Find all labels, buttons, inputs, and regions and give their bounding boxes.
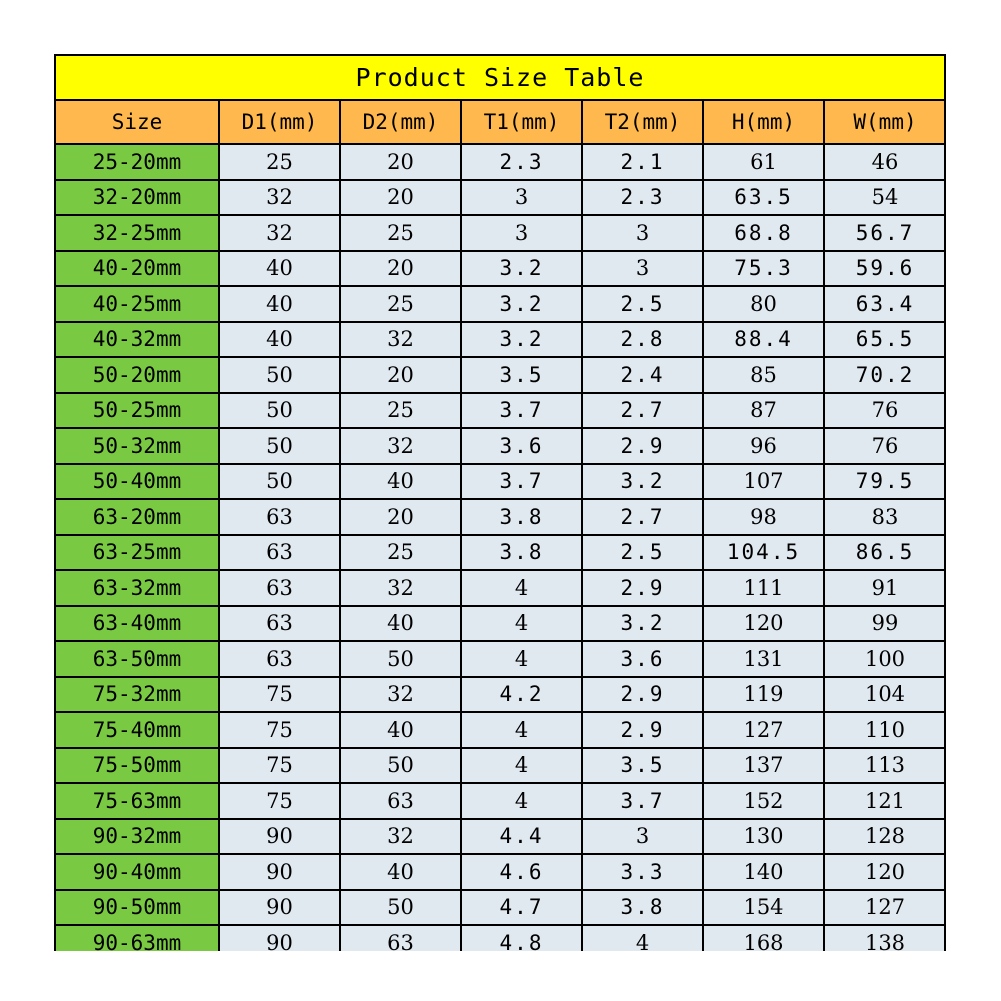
cell-h: 88.4 <box>703 322 824 358</box>
cell-size: 75-40mm <box>56 712 219 748</box>
header-d2: D2(mm) <box>340 101 461 144</box>
table-body <box>56 144 945 951</box>
cell-size: 63-32mm <box>56 570 219 606</box>
cell-d1: 90 <box>219 890 340 926</box>
cell-t2: 3.8 <box>582 890 703 926</box>
cell-t1: 2.3 <box>461 144 582 180</box>
cell-d1: 90 <box>219 854 340 890</box>
cell-d2: 40 <box>340 854 461 890</box>
cell-h: 154 <box>703 890 824 926</box>
cell-d1: 50 <box>219 464 340 500</box>
cell-d1: 63 <box>219 499 340 535</box>
cell-t2: 3 <box>582 215 703 251</box>
cell-t1: 4.8 <box>461 925 582 951</box>
table-row <box>56 286 945 322</box>
cell-d1: 75 <box>219 712 340 748</box>
cell-w: 99 <box>824 606 945 642</box>
cell-size: 25-20mm <box>56 144 219 180</box>
cell-size: 90-50mm <box>56 890 219 926</box>
table-row <box>56 251 945 287</box>
cell-d2: 25 <box>340 286 461 322</box>
cell-t2: 2.5 <box>582 535 703 571</box>
cell-w: 91 <box>824 570 945 606</box>
cell-t1: 4 <box>461 606 582 642</box>
cell-d1: 50 <box>219 428 340 464</box>
cell-h: 63.5 <box>703 180 824 216</box>
cell-size: 32-20mm <box>56 180 219 216</box>
cell-h: 137 <box>703 748 824 784</box>
size-table-grid <box>56 101 945 951</box>
table-row <box>56 570 945 606</box>
cell-w: 138 <box>824 925 945 951</box>
cell-t1: 3.7 <box>461 464 582 500</box>
cell-d2: 32 <box>340 322 461 358</box>
cell-d2: 25 <box>340 535 461 571</box>
cell-w: 110 <box>824 712 945 748</box>
header-w: W(mm) <box>824 101 945 144</box>
cell-w: 79.5 <box>824 464 945 500</box>
table-row <box>56 641 945 677</box>
cell-h: 140 <box>703 854 824 890</box>
cell-t2: 4 <box>582 925 703 951</box>
cell-d1: 63 <box>219 570 340 606</box>
cell-d2: 20 <box>340 357 461 393</box>
cell-size: 40-20mm <box>56 251 219 287</box>
cell-t2: 3.5 <box>582 748 703 784</box>
cell-w: 120 <box>824 854 945 890</box>
cell-d1: 63 <box>219 606 340 642</box>
cell-t2: 3.3 <box>582 854 703 890</box>
cell-t2: 3.6 <box>582 641 703 677</box>
cell-d1: 25 <box>219 144 340 180</box>
cell-size: 75-63mm <box>56 783 219 819</box>
cell-h: 96 <box>703 428 824 464</box>
header-size: Size <box>56 101 219 144</box>
cell-size: 50-25mm <box>56 393 219 429</box>
cell-t1: 3.2 <box>461 322 582 358</box>
table-row <box>56 606 945 642</box>
cell-d2: 20 <box>340 180 461 216</box>
cell-d2: 40 <box>340 464 461 500</box>
cell-w: 70.2 <box>824 357 945 393</box>
cell-t2: 3.2 <box>582 606 703 642</box>
cell-w: 104 <box>824 677 945 713</box>
cell-h: 61 <box>703 144 824 180</box>
cell-d2: 63 <box>340 925 461 951</box>
cell-h: 98 <box>703 499 824 535</box>
cell-size: 50-40mm <box>56 464 219 500</box>
cell-size: 50-32mm <box>56 428 219 464</box>
cell-t2: 2.5 <box>582 286 703 322</box>
cell-size: 63-25mm <box>56 535 219 571</box>
cell-t1: 3.6 <box>461 428 582 464</box>
cell-t2: 2.3 <box>582 180 703 216</box>
cell-size: 90-63mm <box>56 925 219 951</box>
cell-size: 63-20mm <box>56 499 219 535</box>
cell-t2: 2.7 <box>582 499 703 535</box>
cell-size: 32-25mm <box>56 215 219 251</box>
cell-h: 68.8 <box>703 215 824 251</box>
table-row <box>56 428 945 464</box>
cell-t2: 3 <box>582 251 703 287</box>
cell-t1: 3.8 <box>461 535 582 571</box>
cell-t2: 2.7 <box>582 393 703 429</box>
table-row <box>56 499 945 535</box>
cell-t2: 2.9 <box>582 677 703 713</box>
cell-h: 104.5 <box>703 535 824 571</box>
cell-w: 113 <box>824 748 945 784</box>
cell-h: 111 <box>703 570 824 606</box>
table-row <box>56 925 945 951</box>
cell-d1: 50 <box>219 393 340 429</box>
table-row <box>56 535 945 571</box>
cell-d2: 50 <box>340 890 461 926</box>
cell-t2: 2.1 <box>582 144 703 180</box>
table-row <box>56 890 945 926</box>
cell-w: 83 <box>824 499 945 535</box>
cell-d2: 40 <box>340 606 461 642</box>
table-title: Product Size Table <box>56 56 944 101</box>
cell-size: 50-20mm <box>56 357 219 393</box>
cell-size: 75-32mm <box>56 677 219 713</box>
cell-d1: 75 <box>219 677 340 713</box>
cell-d1: 75 <box>219 748 340 784</box>
cell-d1: 90 <box>219 819 340 855</box>
header-t2: T2(mm) <box>582 101 703 144</box>
cell-size: 40-25mm <box>56 286 219 322</box>
cell-h: 131 <box>703 641 824 677</box>
cell-d2: 20 <box>340 144 461 180</box>
cell-t1: 3 <box>461 180 582 216</box>
table-row <box>56 854 945 890</box>
cell-size: 63-40mm <box>56 606 219 642</box>
cell-t1: 4 <box>461 570 582 606</box>
cell-h: 127 <box>703 712 824 748</box>
cell-w: 100 <box>824 641 945 677</box>
cell-t2: 2.9 <box>582 712 703 748</box>
cell-size: 40-32mm <box>56 322 219 358</box>
cell-t2: 2.9 <box>582 570 703 606</box>
cell-h: 107 <box>703 464 824 500</box>
cell-h: 85 <box>703 357 824 393</box>
cell-t1: 3.2 <box>461 251 582 287</box>
cell-h: 168 <box>703 925 824 951</box>
cell-d1: 50 <box>219 357 340 393</box>
cell-w: 128 <box>824 819 945 855</box>
table-row <box>56 712 945 748</box>
cell-d2: 50 <box>340 748 461 784</box>
cell-t1: 4.6 <box>461 854 582 890</box>
cell-d2: 32 <box>340 677 461 713</box>
header-row <box>56 101 945 144</box>
cell-h: 87 <box>703 393 824 429</box>
cell-t1: 4 <box>461 783 582 819</box>
cell-w: 86.5 <box>824 535 945 571</box>
cell-t1: 4 <box>461 748 582 784</box>
header-d1: D1(mm) <box>219 101 340 144</box>
cell-w: 54 <box>824 180 945 216</box>
cell-w: 59.6 <box>824 251 945 287</box>
cell-t1: 4.7 <box>461 890 582 926</box>
cell-t1: 4.4 <box>461 819 582 855</box>
cell-h: 152 <box>703 783 824 819</box>
cell-w: 56.7 <box>824 215 945 251</box>
cell-d2: 50 <box>340 641 461 677</box>
cell-h: 130 <box>703 819 824 855</box>
cell-t1: 4 <box>461 641 582 677</box>
cell-d1: 63 <box>219 535 340 571</box>
cell-t1: 3.8 <box>461 499 582 535</box>
cell-d1: 90 <box>219 925 340 951</box>
cell-d1: 40 <box>219 251 340 287</box>
cell-d2: 32 <box>340 570 461 606</box>
table-row <box>56 144 945 180</box>
cell-t2: 3.2 <box>582 464 703 500</box>
cell-w: 127 <box>824 890 945 926</box>
cell-d2: 32 <box>340 819 461 855</box>
header-h: H(mm) <box>703 101 824 144</box>
cell-h: 120 <box>703 606 824 642</box>
table-header <box>56 101 945 144</box>
cell-t1: 3.7 <box>461 393 582 429</box>
cell-h: 119 <box>703 677 824 713</box>
cell-d2: 32 <box>340 428 461 464</box>
cell-d1: 40 <box>219 286 340 322</box>
cell-d1: 63 <box>219 641 340 677</box>
table-row <box>56 783 945 819</box>
table-row <box>56 215 945 251</box>
table-row <box>56 393 945 429</box>
cell-t1: 4 <box>461 712 582 748</box>
cell-t2: 2.8 <box>582 322 703 358</box>
cell-t1: 3.2 <box>461 286 582 322</box>
cell-t2: 2.4 <box>582 357 703 393</box>
cell-size: 75-50mm <box>56 748 219 784</box>
cell-w: 65.5 <box>824 322 945 358</box>
cell-size: 90-40mm <box>56 854 219 890</box>
cell-d2: 20 <box>340 499 461 535</box>
cell-d1: 40 <box>219 322 340 358</box>
cell-size: 90-32mm <box>56 819 219 855</box>
cell-d1: 32 <box>219 215 340 251</box>
cell-d2: 40 <box>340 712 461 748</box>
cell-t2: 2.9 <box>582 428 703 464</box>
table-row <box>56 322 945 358</box>
cell-h: 75.3 <box>703 251 824 287</box>
table-row <box>56 677 945 713</box>
cell-w: 121 <box>824 783 945 819</box>
cell-h: 80 <box>703 286 824 322</box>
table-row <box>56 819 945 855</box>
cell-d2: 25 <box>340 393 461 429</box>
table-row <box>56 180 945 216</box>
cell-d2: 20 <box>340 251 461 287</box>
cell-w: 63.4 <box>824 286 945 322</box>
table-row <box>56 357 945 393</box>
product-size-table <box>54 54 946 951</box>
cell-w: 76 <box>824 393 945 429</box>
table-row <box>56 748 945 784</box>
cell-d1: 32 <box>219 180 340 216</box>
cell-d1: 75 <box>219 783 340 819</box>
header-t1: T1(mm) <box>461 101 582 144</box>
cell-d2: 25 <box>340 215 461 251</box>
cell-t1: 3 <box>461 215 582 251</box>
cell-t1: 4.2 <box>461 677 582 713</box>
table-row <box>56 464 945 500</box>
cell-d2: 63 <box>340 783 461 819</box>
cell-t2: 3 <box>582 819 703 855</box>
cell-size: 63-50mm <box>56 641 219 677</box>
cell-t2: 3.7 <box>582 783 703 819</box>
cell-w: 46 <box>824 144 945 180</box>
cell-t1: 3.5 <box>461 357 582 393</box>
cell-w: 76 <box>824 428 945 464</box>
